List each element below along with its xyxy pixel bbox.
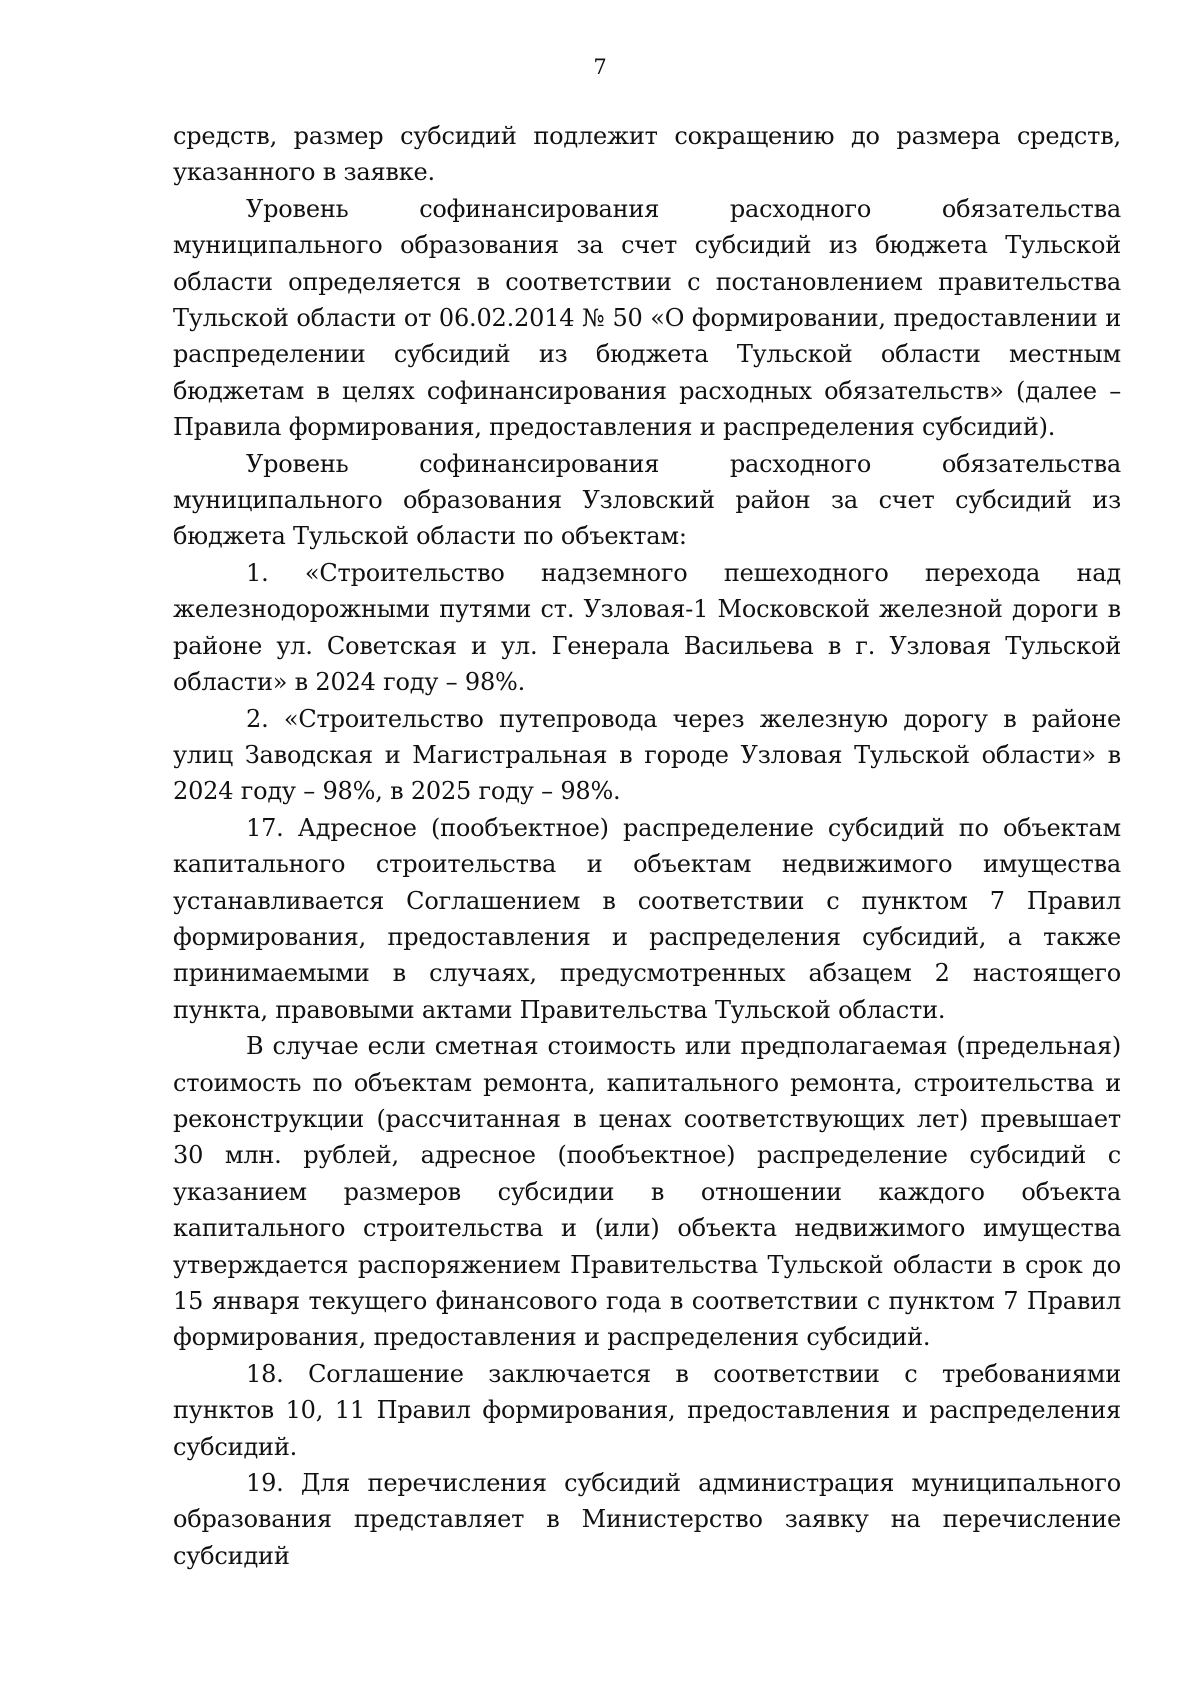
paragraph-cofinancing-uzlovsky: Уровень софинансирования расходного обязательства муниципального образования Узловский район за счет субсидий из бюджета Тульской области по объектам:	[173, 449, 1121, 551]
paragraph-clause-17: 17. Адресное (пообъектное) распределение субсидий по объектам капитального строительства и объектам недвижимого имущества устанавливается Соглашением в соответствии с пунктом 7 Правил формирования, предоставления и распределения субсидий, а также принимаемыми в случаях, предусмотренных абзацем 2 настоящего пункта, правовыми актами Правительства Тульской области.	[173, 813, 1121, 1024]
paragraph-continuation: средств, размер субсидий подлежит сокращению до размера средств, указанного в заявке.	[173, 122, 1121, 187]
paragraph-clause-18: 18. Соглашение заключается в соответствии с требованиями пунктов 10, 11 Правил формирования, предоставления и распределения субсидий.	[173, 1359, 1121, 1461]
paragraph-object-1: 1. «Строительство надземного пешеходного перехода над железнодорожными путями ст. Узловая-1 Московской железной дороги в районе ул. Советская и ул. Генерала Васильева в г. Узловая Тульской области» в 2024 году – 98%.	[173, 558, 1121, 697]
paragraph-object-2: 2. «Строительство путепровода через железную дорогу в районе улиц Заводская и Магистральная в городе Узловая Тульской области» в 2024 году – 98%, в 2025 году – 98%.	[173, 704, 1121, 806]
paragraph-cofinancing-level: Уровень софинансирования расходного обязательства муниципального образования за счет субсидий из бюджета Тульской области определяется в соответствии с постановлением правительства Тульской области от 06.02.2014 № 50 «О формировании, предоставлении и распределении субсидий из бюджета Тульской области местным бюджетам в целях софинансирования расходных обязательств» (далее – Правила формирования, предоставления и распределения субсидий).	[173, 194, 1121, 442]
paragraph-clause-19: 19. Для перечисления субсидий администрация муниципального образования представляет в Министерство заявку на перечисление субсидий	[173, 1469, 1121, 1570]
document-body	[173, 118, 1121, 1574]
page-number: 7	[593, 55, 607, 79]
paragraph-cost-threshold: В случае если сметная стоимость или предполагаемая (предельная) стоимость по объектам ремонта, капитального ремонта, строительства и реконструкции (рассчитанная в ценах соответствующих лет) превышает 30 млн. рублей, адресное (пообъектное) распределение субсидий с указанием размеров субсидии в отношении каждого объекта капитального строительства и (или) объекта недвижимого имущества утверждается распоряжением Правительства Тульской области в срок до 15 января текущего финансового года в соответствии с пунктом 7 Правил формирования, предоставления и распределения субсидий.	[173, 1032, 1121, 1352]
